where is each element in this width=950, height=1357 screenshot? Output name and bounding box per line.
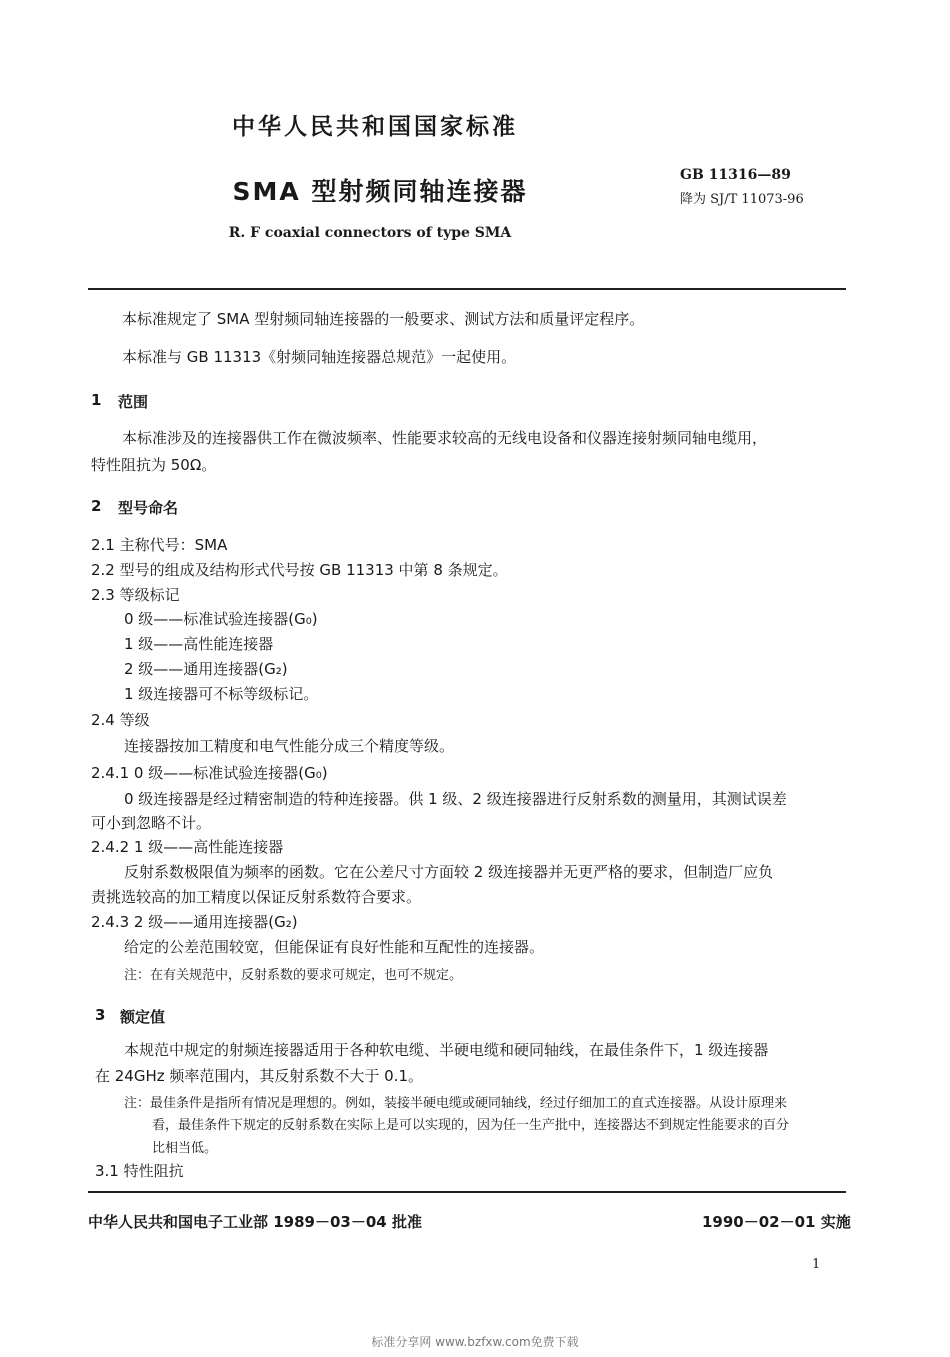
header-divider	[88, 288, 846, 290]
clause-2-4: 2.4 等级	[91, 711, 150, 729]
clause-2-1: 2.1 主称代号：SMA	[91, 536, 228, 554]
intro-paragraph-2: 本标准与 GB 11313《射频同轴连接器总规范》一起使用。	[122, 348, 517, 366]
national-standard-heading: 中华人民共和国国家标准	[232, 114, 518, 140]
clause-2-4-1: 2.4.1 0 级——标准试验连接器(G₀)	[91, 764, 328, 782]
page-number: 1	[812, 1257, 821, 1272]
english-title: R. F coaxial connectors of type SMA	[228, 225, 512, 241]
clause-2-4-1-line-1: 0 级连接器是经过精密制造的特种连接器。供 1 级、2 级连接器进行反射系数的测量用，其测试误差	[124, 790, 787, 808]
section-3-para-line-1: 本规范中规定的射频连接器适用于各种软电缆、半硬电缆和硬同轴线，在最佳条件下，1 级连接器	[124, 1041, 769, 1059]
standard-number: GB 11316—89	[680, 167, 791, 183]
section-2-number: 2	[91, 497, 102, 515]
approval-line: 中华人民共和国电子工业部 1989－03－04 批准	[88, 1213, 422, 1231]
clause-2-4-text: 连接器按加工精度和电气性能分成三个精度等级。	[124, 737, 455, 755]
clause-2-4-2-line-2: 责挑选较高的加工精度以保证反射系数符合要求。	[91, 888, 422, 906]
clause-2-4-2: 2.4.2 1 级——高性能连接器	[91, 838, 284, 856]
grade-1: 1 级——高性能连接器	[124, 635, 274, 653]
section-2-title: 型号命名	[118, 499, 179, 517]
clause-2-4-3-note: 注：在有关规范中，反射系数的要求可规定，也可不规定。	[124, 968, 463, 983]
section-3-note-line-1: 注：最佳条件是指所有情况是理想的。例如，装接半硬电缆或硬同轴线，经过仔细加工的直式连接器。从设计原理来	[124, 1096, 788, 1111]
watermark-text: 标准分享网 www.bzfxw.com免费下载	[371, 1335, 579, 1349]
clause-2-4-2-line-1: 反射系数极限值为频率的函数。它在公差尺寸方面较 2 级连接器并无更严格的要求，但制造厂应负	[124, 863, 774, 881]
section-3-title: 额定值	[120, 1008, 166, 1026]
grade-0: 0 级——标准试验连接器(G₀)	[124, 610, 318, 628]
footer-divider	[88, 1191, 846, 1193]
section-3-para-line-2: 在 24GHz 频率范围内，其反射系数不大于 0.1。	[95, 1067, 424, 1085]
grade-2: 2 级——通用连接器(G₂)	[124, 660, 288, 678]
section-1-number: 1	[91, 391, 102, 409]
section-3-note-line-2: 看，最佳条件下规定的反射系数在实际上是可以实现的，因为任一生产批中，连接器达不到规定性能要求的百分	[152, 1118, 790, 1133]
clause-2-4-1-line-2: 可小到忽略不计。	[91, 814, 212, 832]
section-3-number: 3	[95, 1006, 106, 1024]
clause-2-2: 2.2 型号的组成及结构形式代号按 GB 11313 中第 8 条规定。	[91, 561, 508, 579]
document-title: SMA 型射频同轴连接器	[232, 177, 528, 206]
clause-2-4-3: 2.4.3 2 级——通用连接器(G₂)	[91, 913, 298, 931]
clause-2-3: 2.3 等级标记	[91, 586, 180, 604]
grade-note: 1 级连接器可不标等级标记。	[124, 685, 319, 703]
replaced-by: 降为 SJ/T 11073-96	[680, 192, 804, 207]
section-1-para-line-2: 特性阻抗为 50Ω。	[91, 456, 217, 474]
section-1-para-line-1: 本标准涉及的连接器供工作在微波频率、性能要求较高的无线电设备和仪器连接射频同轴电缆用，	[122, 429, 768, 447]
section-1-title: 范围	[118, 393, 149, 411]
effective-date: 1990－02－01 实施	[702, 1213, 851, 1231]
section-3-note-line-3: 比相当低。	[152, 1141, 218, 1156]
clause-2-4-3-text: 给定的公差范围较宽，但能保证有良好性能和互配性的连接器。	[124, 938, 545, 956]
intro-paragraph-1: 本标准规定了 SMA 型射频同轴连接器的一般要求、测试方法和质量评定程序。	[122, 310, 645, 328]
clause-3-1: 3.1 特性阻抗	[95, 1162, 184, 1180]
